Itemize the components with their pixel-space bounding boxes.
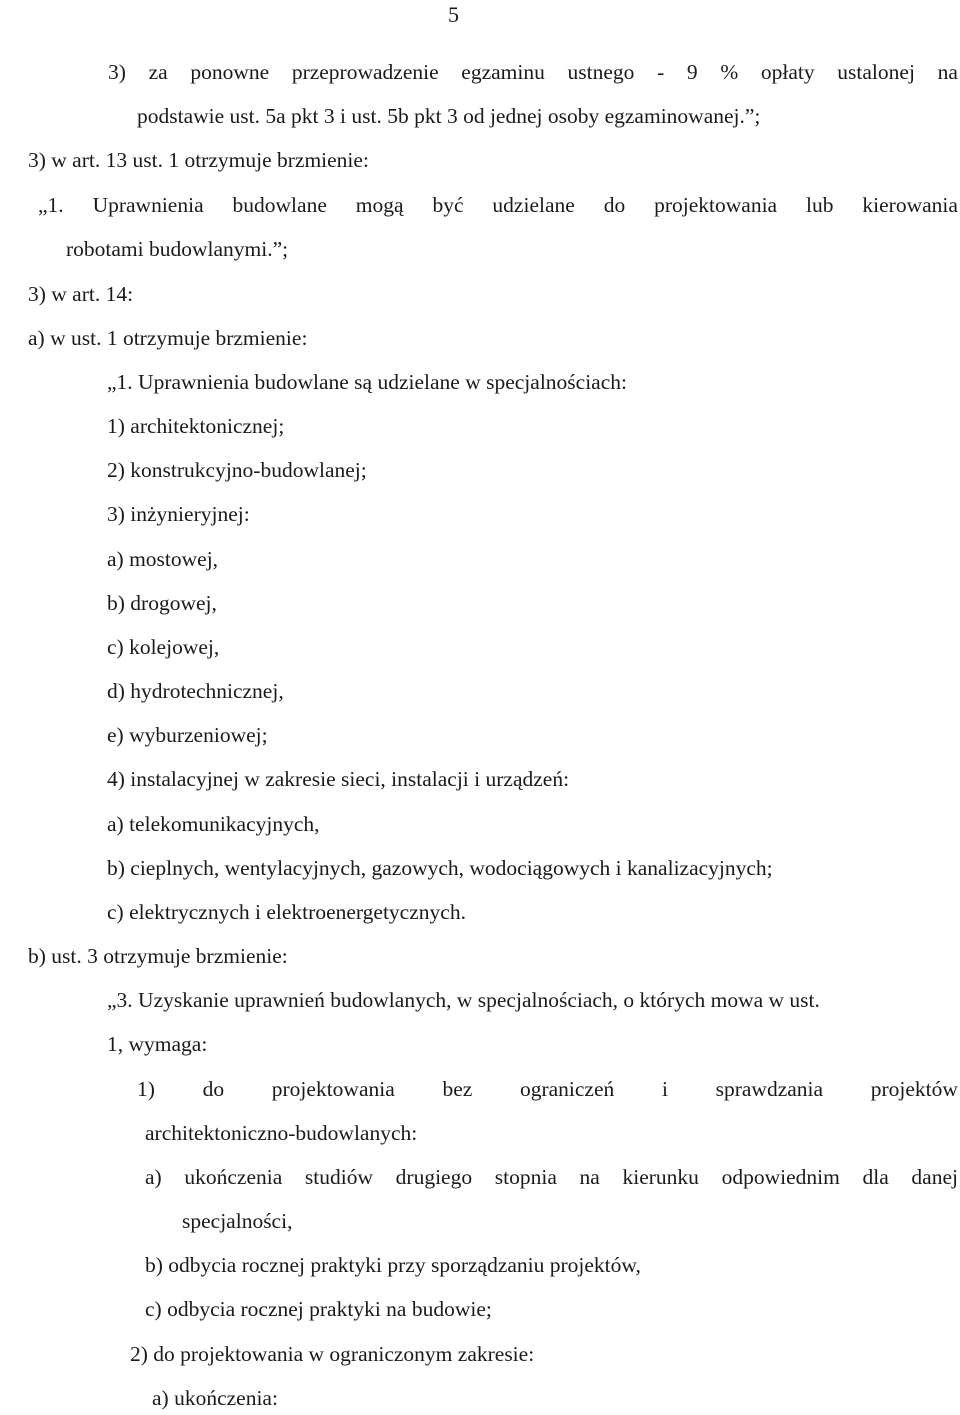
word: być bbox=[432, 193, 464, 217]
text-line-1 bbox=[108, 59, 958, 85]
text-line-24 bbox=[137, 1076, 958, 1102]
word: 3) bbox=[108, 60, 126, 84]
text-line-12: a) mostowej, bbox=[107, 547, 219, 571]
word: drugiego bbox=[395, 1165, 473, 1189]
word: projektowania bbox=[271, 1077, 395, 1101]
word: przeprowadzenie bbox=[291, 60, 439, 84]
text-line-3: 3) w art. 13 ust. 1 otrzymuje brzmienie: bbox=[28, 148, 369, 172]
word: danej bbox=[911, 1165, 958, 1189]
text-line-29: c) odbycia rocznej praktyki na budowie; bbox=[145, 1297, 492, 1321]
text-line-20: c) elektrycznych i elektroenergetycznych. bbox=[107, 900, 466, 924]
text-line-7: a) w ust. 1 otrzymuje brzmienie: bbox=[28, 326, 308, 350]
word: lub bbox=[806, 193, 834, 217]
word: do bbox=[603, 193, 626, 217]
text-line-30: 2) do projektowania w ograniczonym zakresie: bbox=[130, 1342, 535, 1366]
text-line-17: 4) instalacyjnej w zakresie sieci, instalacji i urządzeń: bbox=[107, 767, 570, 791]
text-line-21: b) ust. 3 otrzymuje brzmienie: bbox=[28, 944, 288, 968]
text-line-18: a) telekomunikacyjnych, bbox=[107, 812, 320, 836]
word: ustalonej bbox=[837, 60, 915, 84]
text-line-23: 1, wymaga: bbox=[107, 1032, 208, 1056]
word: ponowne bbox=[190, 60, 270, 84]
word: projektów bbox=[870, 1077, 958, 1101]
word: ukończenia bbox=[184, 1165, 283, 1189]
word: do bbox=[202, 1077, 225, 1101]
word: ustnego bbox=[567, 60, 635, 84]
text-line-27: specjalności, bbox=[182, 1209, 293, 1233]
word: na bbox=[579, 1165, 600, 1189]
word: mogą bbox=[355, 193, 404, 217]
word: projektowania bbox=[654, 193, 778, 217]
word: studiów bbox=[304, 1165, 374, 1189]
word: ograniczeń bbox=[519, 1077, 615, 1101]
text-line-9: 1) architektonicznej; bbox=[107, 414, 285, 438]
word: % bbox=[720, 60, 739, 84]
word: 9 bbox=[686, 60, 698, 84]
text-line-22: „3. Uzyskanie uprawnień budowlanych, w specjalnościach, o których mowa w ust. bbox=[107, 988, 820, 1012]
text-line-11: 3) inżynieryjnej: bbox=[107, 502, 250, 526]
text-line-6: 3) w art. 14: bbox=[28, 282, 134, 306]
word: udzielane bbox=[492, 193, 575, 217]
page-number: 5 bbox=[448, 2, 459, 27]
word: dla bbox=[862, 1165, 889, 1189]
word: 1) bbox=[137, 1077, 155, 1101]
word: „1. bbox=[38, 193, 64, 217]
text-line-10: 2) konstrukcyjno-budowlanej; bbox=[107, 458, 367, 482]
text-line-13: b) drogowej, bbox=[107, 591, 217, 615]
text-line-26 bbox=[145, 1164, 958, 1190]
text-line-2: podstawie ust. 5a pkt 3 i ust. 5b pkt 3 od jednej osoby egzaminowanej.”; bbox=[137, 104, 761, 128]
word: stopnia bbox=[494, 1165, 557, 1189]
text-line-14: c) kolejowej, bbox=[107, 635, 220, 659]
word: bez bbox=[442, 1077, 473, 1101]
word: opłaty bbox=[760, 60, 815, 84]
word: Uprawnienia bbox=[92, 193, 204, 217]
word: na bbox=[937, 60, 958, 84]
text-line-8: „1. Uprawnienia budowlane są udzielane w specjalnościach: bbox=[107, 370, 627, 394]
text-line-4 bbox=[38, 192, 958, 218]
word: kierunku bbox=[622, 1165, 699, 1189]
word: egzaminu bbox=[461, 60, 545, 84]
text-line-31: a) ukończenia: bbox=[152, 1386, 278, 1410]
text-line-16: e) wyburzeniowej; bbox=[107, 723, 268, 747]
word: i bbox=[661, 1077, 668, 1101]
text-line-5: robotami budowlanymi.”; bbox=[66, 237, 289, 261]
word: budowlane bbox=[232, 193, 327, 217]
word: - bbox=[657, 60, 665, 84]
word: kierowania bbox=[862, 193, 958, 217]
text-line-15: d) hydrotechnicznej, bbox=[107, 679, 284, 703]
text-line-25: architektoniczno-budowlanych: bbox=[145, 1121, 418, 1145]
word: odpowiednim bbox=[721, 1165, 840, 1189]
text-line-28: b) odbycia rocznej praktyki przy sporządzaniu projektów, bbox=[145, 1253, 641, 1277]
text-line-19: b) cieplnych, wentylacyjnych, gazowych, wodociągowych i kanalizacyjnych; bbox=[107, 856, 773, 880]
word: za bbox=[148, 60, 168, 84]
word: a) bbox=[145, 1165, 162, 1189]
word: sprawdzania bbox=[715, 1077, 824, 1101]
